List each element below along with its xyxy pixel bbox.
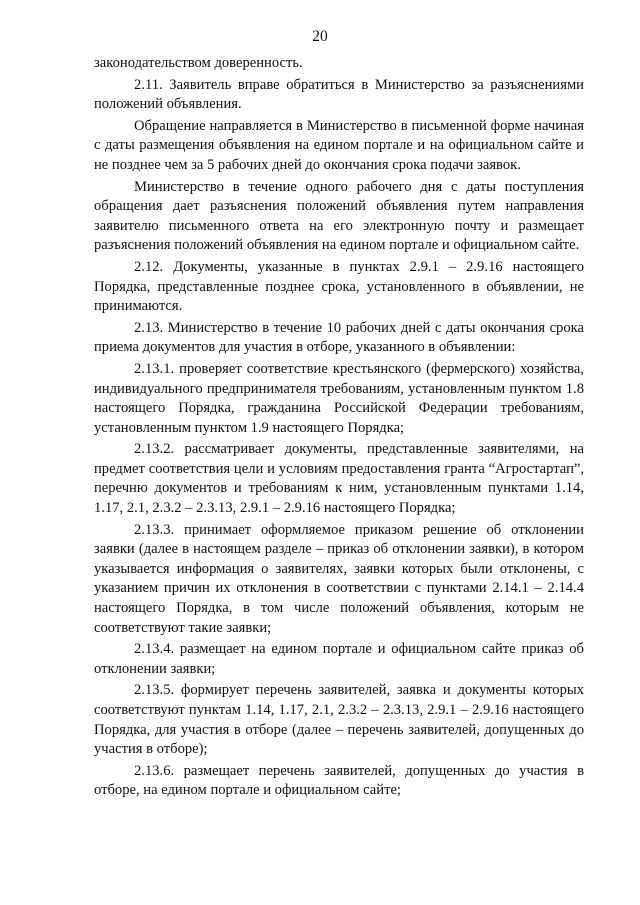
page-number: 20 [312, 28, 328, 45]
paragraph-2-13-6: 2.13.6. размещает перечень заявителей, допущенных до участия в отборе, на едином портале и официальном сайте; [94, 762, 584, 799]
paragraph-ministry-response: Министерство в течение одного рабочего дня с даты поступления обращения дает разъяснения положений объявления путем направления заявителю письменного ответа на его электронную почту и размещает разъяснения положений объявления на едином портале и официальном сайте. [94, 178, 584, 254]
paragraph-2-13-4: 2.13.4. размещает на едином портале и официальном сайте приказ об отклонении заявки; [94, 641, 584, 677]
document-body [94, 54, 584, 803]
paragraph-2-11: 2.11. Заявитель вправе обратиться в Министерство за разъяснениями положений объявления. [94, 76, 584, 113]
paragraph-2-13-2: 2.13.2. рассматривает документы, представленные заявителями, на предмет соответствия цели и условиям предоставления гранта “Агростартап”, перечню документов и требованиям к ним, установленным пунктами 1.14, 1.17, 2.1, 2.3.2 – 2.3.13, 2.9.1 – 2.9.16 настоящего Порядка; [94, 441, 584, 517]
paragraph-continuation: законодательством доверенность. [94, 55, 303, 71]
paragraph-2-13: 2.13. Министерство в течение 10 рабочих дней с даты окончания срока приема документов для участия в отборе, указанного в объявлении: [94, 319, 584, 356]
paragraph-2-13-3: 2.13.3. принимает оформляемое приказом решение об отклонении заявки (далее в настоящем разделе – приказ об отклонении заявки), в котором указывается информация о заявителях, заявки которых были отклонены, с указанием причин их отклонения в соответствии с пунктами 2.14.1 – 2.14.4 настоящего Порядка, в том числе положений объявления, которым не соответствуют такие заявки; [94, 521, 584, 636]
paragraph-request-form: Обращение направляется в Министерство в письменной форме начиная с даты размещения объявления на едином портале и на официальном сайте и не позднее чем за 5 рабочих дней до окончания срока подачи заявок. [94, 117, 584, 173]
paragraph-2-13-1: 2.13.1. проверяет соответствие крестьянского (фермерского) хозяйства, индивидуального предпринимателя требованиям, установленным пунктом 1.8 настоящего Порядка, гражданина Российской Федерации требованиям, установленным пунктом 1.9 настоящего Порядка; [94, 360, 584, 436]
paragraph-2-12: 2.12. Документы, указанные в пунктах 2.9.1 – 2.9.16 настоящего Порядка, представленные позднее срока, установленного в объявлении, не принимаются. [94, 258, 584, 315]
paragraph-2-13-5: 2.13.5. формирует перечень заявителей, заявка и документы которых соответствуют пунктам 1.14, 1.17, 2.1, 2.3.2 – 2.3.13, 2.9.1 – 2.9.16 настоящего Порядка, для участия в отборе (далее – перечень заявителей, допущенных до участия в отборе); [94, 682, 584, 758]
